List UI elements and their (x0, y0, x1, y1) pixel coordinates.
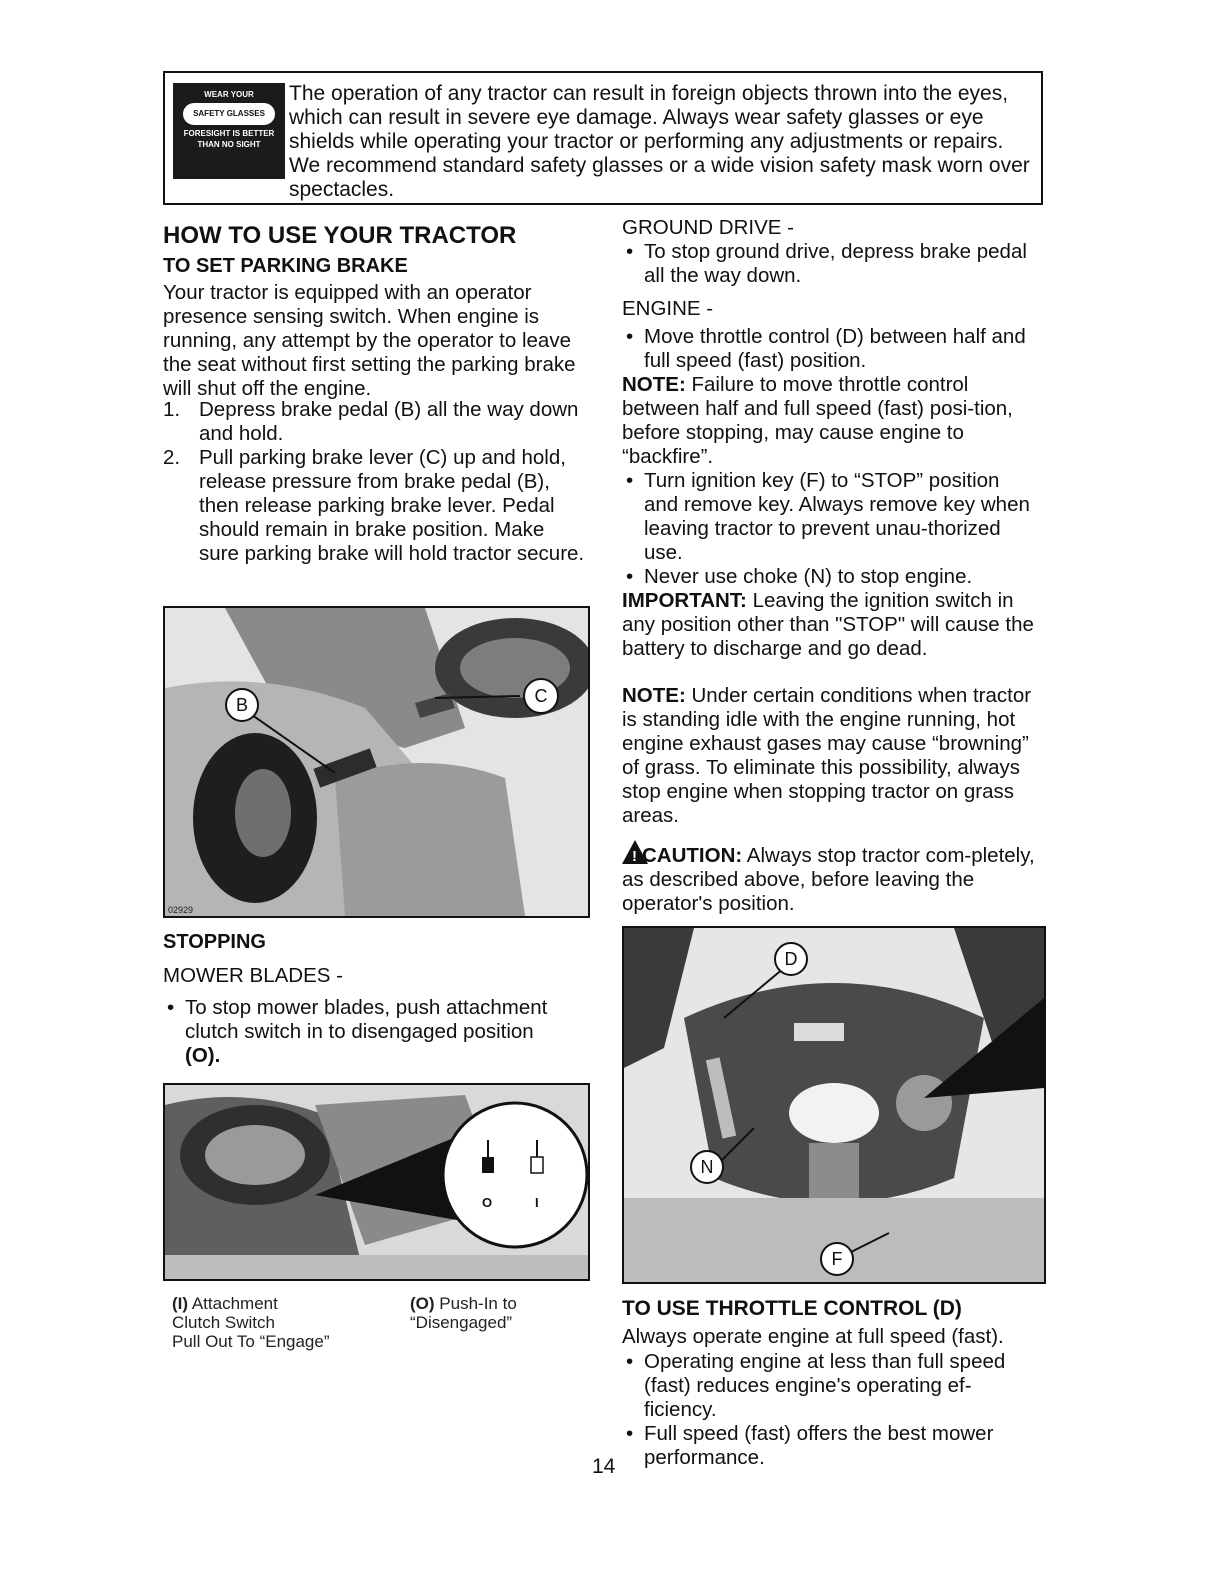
caption-attachment-clutch (172, 1294, 372, 1351)
caption-text: Attachment (191, 1294, 278, 1313)
list-item (163, 446, 588, 566)
on-position-label: I (535, 1195, 539, 1210)
list-item: • Turn ignition key (F) to “STOP” position and remove key. Always remove key when leaving tractor to prevent unau-thorized use. (622, 469, 1032, 565)
throttle-title: TO USE THROTTLE CONTROL (D) (622, 1297, 962, 1320)
note-text: Under certain conditions when tractor is standing idle with the engine running, hot engine exhaust gases may cause “browning” of grass. To eliminate this possibility, always stop engine when stopping tractor on grass areas. (622, 684, 1032, 827)
step-text: Depress brake pedal (B) all the way down and hold. (199, 398, 579, 445)
caption-text: Clutch Switch (172, 1313, 275, 1332)
bullet-symbol: (O). (185, 1044, 221, 1067)
safety-warning-text: The operation of any tractor can result in foreign objects thrown into the eyes, which can result in severe eye damage. Always wear safety glasses or eye shields while operating your tractor or performing any adjustments or repairs. We recommend standard safety glasses or a wide vision safety mask worn over spectacles. (289, 82, 1030, 201)
list-item: • Never use choke (N) to stop engine. (622, 565, 1032, 589)
list-item: • Operating engine at less than full speed (fast) reduces engine's operating ef-ficiency. (622, 1350, 1032, 1422)
icon-text-line: THAN NO SIGHT (197, 140, 261, 149)
parking-brake-figure (163, 606, 590, 918)
off-position-label: O (482, 1195, 493, 1210)
parking-brake-title: TO SET PARKING BRAKE (163, 255, 408, 277)
list-item (163, 996, 593, 1068)
page-number: 14 (592, 1455, 616, 1478)
throttle-intro: Always operate engine at full speed (fast). (622, 1325, 1004, 1348)
throttle-choke-figure (622, 926, 1046, 1284)
caution-note (622, 840, 1047, 916)
step-number: 2. (163, 446, 181, 469)
clutch-switch-figure (163, 1083, 590, 1281)
icon-text-line: WEAR YOUR (204, 90, 254, 99)
callout-b: B (225, 688, 259, 722)
note-backfire (622, 373, 1032, 469)
step-text: Pull parking brake lever (C) up and hold, release pressure from brake pedal (B), then release parking brake lever. Pedal should remain in brake position. Make sure parking brake will hold tractor secure. (199, 446, 585, 565)
engine-list (622, 325, 1032, 373)
mower-blades-list (163, 996, 593, 1068)
important-text: Leaving the ignition switch in any position other than "STOP" will cause the battery to discharge and go dead. (622, 589, 1034, 660)
bullet-text: To stop mower blades, push attachment clutch switch in to disengaged position (185, 996, 548, 1043)
callout-n: N (690, 1150, 724, 1184)
section-heading: HOW TO USE YOUR TRACTOR (163, 222, 517, 249)
caption-text: Push-In to (439, 1294, 517, 1313)
safety-glasses-icon (173, 83, 285, 179)
important-label: IMPORTANT: (622, 589, 747, 612)
callout-c: C (523, 678, 559, 714)
throttle-list (622, 1350, 1032, 1470)
engine-heading: ENGINE - (622, 297, 714, 320)
ignition-list (622, 469, 1032, 589)
note-browning (622, 684, 1032, 828)
list-item: • Full speed (fast) offers the best mower performance. (622, 1422, 1032, 1470)
mower-blades-heading: MOWER BLADES - (163, 964, 343, 987)
caution-label: CAUTION: (642, 844, 743, 867)
ground-drive-list (622, 240, 1032, 288)
caption-text: “Disengaged” (410, 1313, 513, 1332)
caption-text: Pull Out To “Engage” (172, 1332, 330, 1351)
list-item: • Move throttle control (D) between half and full speed (fast) position. (622, 325, 1032, 373)
ground-drive-heading: GROUND DRIVE - (622, 216, 794, 239)
figure-id: 02929 (168, 905, 194, 915)
caution-icon: ! (622, 840, 648, 864)
important-note (622, 589, 1037, 661)
list-item: • To stop ground drive, depress brake pedal all the way down. (622, 240, 1032, 288)
list-item (163, 398, 588, 446)
callout-d: D (774, 942, 808, 976)
parking-brake-intro: Your tractor is equipped with an operator presence sensing switch. When engine is running, any attempt by the operator to leave the seat without first setting the parking brake will shut off the engine. (163, 281, 576, 400)
caption-key: (O) (410, 1294, 435, 1313)
stopping-title: STOPPING (163, 931, 266, 953)
icon-text-line: FORESIGHT IS BETTER (183, 129, 275, 138)
step-number: 1. (163, 398, 181, 421)
parking-brake-steps (163, 398, 588, 566)
note-text: Failure to move throttle control between half and full speed (fast) posi-tion, before stopping, may cause engine to “backfire”. (622, 373, 1013, 468)
caution-text: Always stop tractor com-pletely, as described above, before leaving the operator's position. (622, 844, 1035, 915)
callout-f: F (820, 1242, 854, 1276)
note-label: NOTE: (622, 684, 686, 707)
icon-text-line: SAFETY GLASSES (183, 103, 275, 125)
caption-key: (I) (172, 1294, 189, 1313)
caption-push-in (410, 1294, 590, 1332)
note-label: NOTE: (622, 373, 686, 396)
safety-warning-box (163, 71, 1043, 205)
